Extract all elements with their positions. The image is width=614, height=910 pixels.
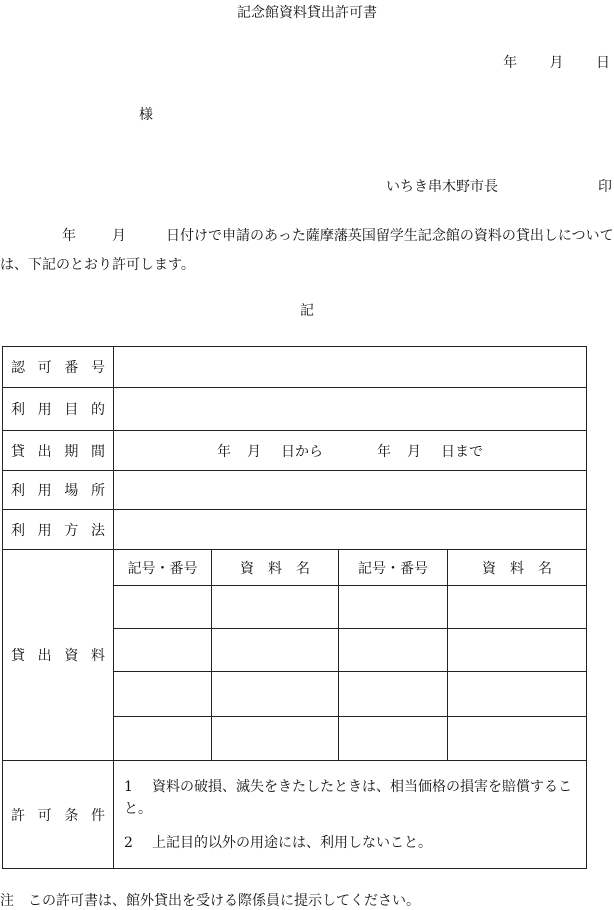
material-cell[interactable]	[339, 717, 448, 761]
table-row	[3, 388, 587, 431]
body-paragraph	[0, 222, 614, 280]
table-row	[3, 510, 587, 550]
value-conditions	[114, 761, 587, 869]
label-method: 利用方法	[3, 510, 114, 550]
value-purpose[interactable]	[114, 388, 587, 431]
material-cell[interactable]	[212, 586, 339, 629]
table-row	[3, 347, 587, 388]
label-materials: 貸出資料	[3, 550, 114, 761]
material-cell[interactable]	[114, 629, 212, 672]
value-place[interactable]	[114, 471, 587, 510]
label-conditions: 許可条件	[3, 761, 114, 869]
material-cell[interactable]	[448, 586, 587, 629]
condition-item: 2 上記目的以外の用途には、利用しないこと。	[124, 834, 432, 851]
ki-heading: 記	[300, 303, 314, 319]
label-place: 利用場所	[3, 471, 114, 510]
materials-header-code-1: 記号・番号	[114, 550, 212, 586]
date-year: 年	[503, 55, 518, 71]
footnote: 注 この許可書は、館外貸出を受ける際係員に提示してください。	[0, 893, 420, 909]
document-title: 記念館資料貸出許可書	[237, 5, 377, 21]
label-purpose: 利用目的	[3, 388, 114, 431]
material-cell[interactable]	[339, 586, 448, 629]
material-cell[interactable]	[212, 629, 339, 672]
table-row	[3, 550, 587, 586]
body-year: 年	[62, 228, 76, 244]
period-from-year: 年	[217, 443, 231, 460]
value-loan-period[interactable]	[114, 431, 587, 471]
material-cell[interactable]	[448, 629, 587, 672]
body-text-main: 日付けで申請のあった薩摩藩英国留学生記念館の資料の貸出しについては、下記のとおり許可します。	[0, 228, 614, 273]
materials-header-code-2: 記号・番号	[339, 550, 448, 586]
table-row	[3, 431, 587, 471]
issuer-name: いちき串木野市長	[386, 179, 498, 195]
period-to-month: 月	[407, 443, 421, 460]
label-loan-period: 貸出期間	[3, 431, 114, 471]
material-cell[interactable]	[448, 672, 587, 717]
date-month: 月	[549, 55, 564, 71]
material-cell[interactable]	[114, 672, 212, 717]
material-cell[interactable]	[212, 717, 339, 761]
period-to-year: 年	[377, 443, 391, 460]
material-cell[interactable]	[339, 672, 448, 717]
addressee-suffix: 様	[139, 107, 153, 123]
issue-date	[475, 52, 610, 72]
value-method[interactable]	[114, 510, 587, 550]
body-month: 月	[112, 228, 126, 244]
label-approval-no: 認可番号	[3, 347, 114, 388]
materials-header-name-1: 資 料 名	[212, 550, 339, 586]
material-cell[interactable]	[448, 717, 587, 761]
period-to-day: 日まで	[441, 443, 483, 460]
materials-header-name-2: 資 料 名	[448, 550, 587, 586]
material-cell[interactable]	[114, 717, 212, 761]
loan-permit-table	[2, 346, 587, 869]
date-day: 日	[596, 55, 610, 71]
material-cell[interactable]	[212, 672, 339, 717]
table-row	[3, 761, 587, 869]
table-row	[3, 471, 587, 510]
value-approval-no[interactable]	[114, 347, 587, 388]
condition-item: 1 資料の破損、滅失をきたしたときは、相当価格の損害を賠償すること。	[124, 778, 572, 817]
material-cell[interactable]	[339, 629, 448, 672]
period-from-day: 日から	[281, 443, 323, 460]
period-from-month: 月	[247, 443, 261, 460]
material-cell[interactable]	[114, 586, 212, 629]
seal-mark: 印	[598, 179, 612, 195]
